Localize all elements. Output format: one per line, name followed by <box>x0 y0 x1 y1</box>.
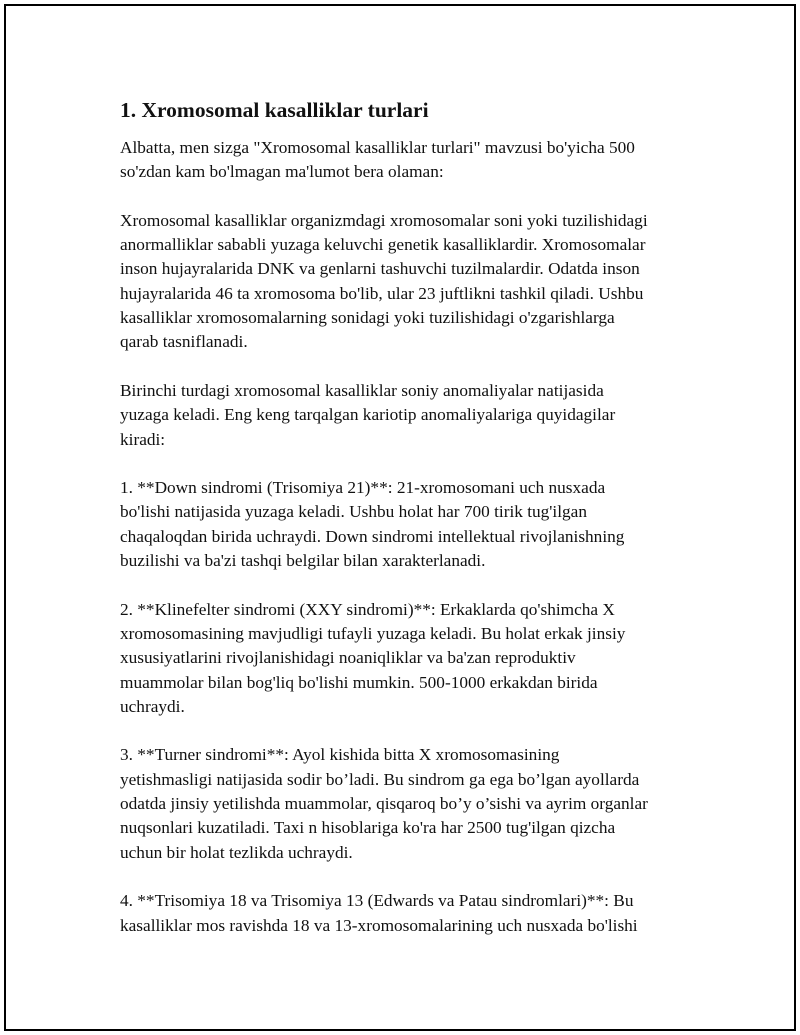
text-line: muammolar bilan bog'liq bo'lishi mumkin. 500-1000 erkakdan birida <box>120 672 598 692</box>
paragraph-intro <box>120 136 700 185</box>
text-line: uchun bir holat tezlikda uchraydi. <box>120 842 353 862</box>
text-line: xromosomasining mavjudligi tufayli yuzaga keladi. Bu holat erkak jinsiy <box>120 623 626 643</box>
text-line: kiradi: <box>120 429 166 449</box>
document-title: 1. Xromosomal kasalliklar turlari <box>120 98 429 122</box>
text-line: xususiyatlarini rivojlanishidagi noaniqliklar va ba'zan reproduktiv <box>120 648 576 668</box>
list-item-turner-syndrome <box>120 743 700 864</box>
text-line: yetishmasligi natijasida sodir bo’ladi. Bu sindrom ga ega bo’lgan ayollarda <box>120 769 640 789</box>
text-line: 1. **Down sindromi (Trisomiya 21)**: 21-xromosomani uch nusxada <box>120 478 606 498</box>
text-line: Xromosomal kasalliklar organizmdagi xromosomalar soni yoki tuzilishidagi <box>120 210 648 230</box>
list-item-down-syndrome <box>120 476 700 573</box>
text-line: Albatta, men sizga "Xromosomal kasalliklar turlari" mavzusi bo'yicha 500 <box>120 138 635 157</box>
document-body <box>120 97 700 962</box>
paragraph-definition <box>120 209 700 355</box>
text-line: bo'lishi natijasida yuzaga keladi. Ushbu holat har 700 tirik tug'ilgan <box>120 502 587 522</box>
text-line: anormalliklar sababli yuzaga keluvchi genetik kasalliklardir. Xromosomalar <box>120 235 646 255</box>
text-line: 2. **Klinefelter sindromi (XXY sindromi)**: Erkaklarda qo'shimcha X <box>120 599 615 619</box>
text-line: yuzaga keladi. Eng keng tarqalgan kariotip anomaliyalariga quyidagilar <box>120 405 616 425</box>
text-line: odatda jinsiy yetilishda muammolar, qisqaroq bo’y o’sishi va ayrim organlar <box>120 794 648 814</box>
text-line: buzilishi va ba'zi tashqi belgilar bilan xarakterlanadi. <box>120 551 486 571</box>
text-line: qarab tasniflanadi. <box>120 332 248 352</box>
text-line: inson hujayralarida DNK va genlarni tashuvchi tuzilmalardir. Odatda inson <box>120 259 640 279</box>
text-line: uchraydi. <box>120 696 185 716</box>
text-line: chaqaloqdan birida uchraydi. Down sindromi intellektual rivojlanishning <box>120 526 625 546</box>
text-line: 4. **Trisomiya 18 va Trisomiya 13 (Edwards va Patau sindromlari)**: Bu <box>120 891 634 911</box>
text-line: nuqsonlari kuzatiladi. Taxi n hisoblariga ko'ra har 2500 tug'ilgan qizcha <box>120 818 616 838</box>
text-line: 3. **Turner sindromi**: Ayol kishida bitta X xromosomasining <box>120 745 560 765</box>
list-item-klinefelter-syndrome <box>120 598 700 719</box>
document-page <box>4 4 796 1031</box>
list-item-trisomy-18-13 <box>120 889 700 938</box>
text-line: so'zdan kam bo'lmagan ma'lumot bera olaman: <box>120 162 444 182</box>
text-line: Birinchi turdagi xromosomal kasalliklar soniy anomaliyalar natijasida <box>120 380 604 400</box>
paragraph-numerical-anomalies <box>120 379 700 452</box>
text-line: kasalliklar xromosomalarning sonidagi yoki tuzilishidagi o'zgarishlarga <box>120 308 615 328</box>
text-line: kasalliklar mos ravishda 18 va 13-xromosomalarining uch nusxada bo'lishi <box>120 915 638 935</box>
text-line: hujayralarida 46 ta xromosoma bo'lib, ular 23 juftlikni tashkil qiladi. Ushbu <box>120 283 644 303</box>
